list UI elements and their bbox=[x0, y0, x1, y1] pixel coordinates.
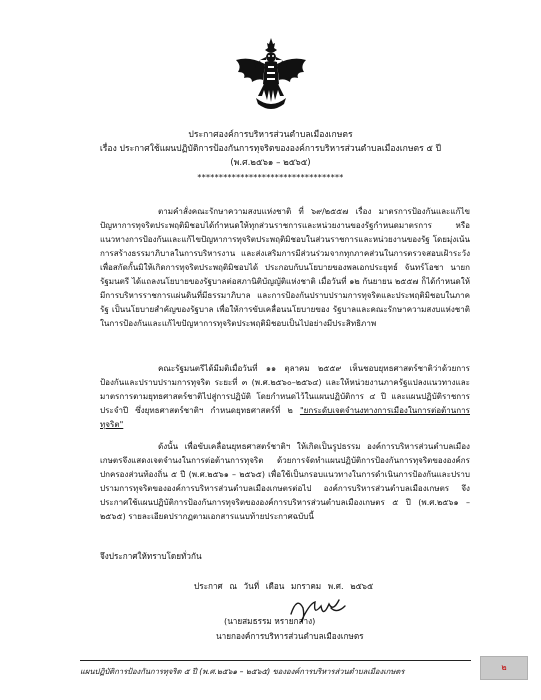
separator-stars: ********************************** bbox=[197, 173, 344, 182]
footer-text: แผนปฏิบัติการป้องกันการทุจริต ๕ ปี (พ.ศ.๒๕๖๑ – ๒๕๖๕) ขององค์การบริหารส่วนตำบลเมืองเกษตร bbox=[80, 667, 405, 676]
paragraph-2 bbox=[100, 362, 470, 432]
announcement-subject: เรื่อง ประกาศใช้แผนปฏิบัติการป้องกันการทุจริตขององค์การบริหารส่วนตำบลเมืองเกษตร ๕ ปี bbox=[99, 144, 442, 154]
announcement-date: ประกาศ ณ วันที่ เดือน มกราคม พ.ศ. ๒๕๖๕ bbox=[194, 581, 374, 591]
page-number: ๒ bbox=[480, 656, 528, 680]
garuda-emblem-icon bbox=[234, 38, 308, 114]
announcement-title: ประกาศองค์การบริหารส่วนตำบลเมืองเกษตร bbox=[188, 130, 353, 140]
paragraph-2-text: คณะรัฐมนตรีได้มีมติเมื่อวันที่ ๑๑ ตุลาคม ๒๕๕๙ เห็นชอบยุทธศาสตร์ชาติว่าด้วยการป้องกันและปราบปรามการทุจริต ระยะที่ ๓ (พ.ศ.๒๕๖๐–๒๕๖๔) และให้หน่วยงานภาครัฐแปลงแนวทางและมาตรการตามยุทธศาสตร์ชาติไปสู่การปฏิบัติ โดยกำหนดไว้ในแผนปฏิบัติการ ๔ ปี และแผนปฏิบัติราชการประจำปี ซึ่งยุทธศาสตร์ชาติฯ กำหนดยุทธศาสตร์ที่ ๒ bbox=[100, 364, 470, 416]
paragraph-1-text: ตามคำสั่งคณะรักษาความสงบแห่งชาติ ที่ ๖๙/๒๕๕๗ เรื่อง มาตรการป้องกันและแก้ไขปัญหาการทุจริตประพฤติมิชอบได้กำหนดให้ทุกส่วนราชการและหน่วยงานของรัฐกำหนดมาตรการ หรือแนวทางการป้องกันและแก้ไขปัญหาการทุจริตประพฤติมิชอบในส่วนราชการและหน่วยงานของรัฐ โดยมุ่งเน้นการสร้างธรรมาภิบาลในการบริหารงาน และส่งเสริมการมีส่วนร่วมจากทุกภาคส่วนในการตรวจสอบเฝ้าระวังเพื่อสกัดกั้นมิให้เกิดการทุจริตประพฤติมิชอบได้ ประกอบกับนโยบายของพลเอกประยุทธ์ จันทร์โอชา นายกรัฐมนตรี ได้แถลงนโยบายของรัฐบาลต่อสภานิติบัญญัติแห่งชาติ เมื่อวันที่ ๑๒ กันยายน ๒๕๕๗ ก็ได้กำหนดให้มีการบริหารราชการแผ่นดินที่มีธรรมาภิบาล และการป้องกันปราบปรามการทุจริตและประพฤติมิชอบในภาครัฐ เป็นนโยบายสำคัญของรัฐบาล เพื่อให้การขับเคลื่อนนโยบายของ รัฐบาลและคณะรักษาความสงบแห่งชาติ ในการป้องกันและแก้ไขปัญหาการทุจริตประพฤติมิชอบเป็นไปอย่างมีประสิทธิภาพ bbox=[100, 207, 470, 329]
signer-name: (นายสมธรรม หรายกลาง) bbox=[224, 616, 316, 626]
closing-statement: จึงประกาศให้ทราบโดยทั่วกัน bbox=[100, 551, 202, 561]
paragraph-1 bbox=[100, 205, 470, 331]
paragraph-3-text: ดังนั้น เพื่อขับเคลื่อนยุทธศาสตร์ชาติฯ ให้เกิดเป็นรูปธรรม องค์การบริหารส่วนตำบลเมืองเกษตรจึงแสดงเจตจำนงในการต่อต้านการทุจริต ด้วยการจัดทำแผนปฏิบัติการป้องกันการทุจริตขององค์กรปกครองส่วนท้องถิ่น ๕ ปี (พ.ศ.๒๕๖๑ – ๒๕๖๕) เพื่อใช้เป็นกรอบแนวทางในการดำเนินการป้องกันและปราบปรามการทุจริตขององค์การบริหารส่วนตำบลเมืองเกษตรต่อไป องค์การบริหารส่วนตำบลเมืองเกษตร จึงประกาศใช้แผนปฏิบัติการป้องกันการทุจริตขององค์การบริหารส่วนตำบลเมืองเกษตร ๕ ปี (พ.ศ.๒๕๖๑ – ๒๕๖๕) รายละเอียดปรากฏตามเอกสารแนบท้ายประกาศฉบับนี้ bbox=[100, 442, 470, 522]
paragraph-3 bbox=[100, 440, 470, 524]
announcement-period: (พ.ศ.๒๕๖๑ – ๒๕๖๕) bbox=[230, 158, 311, 168]
footer-divider bbox=[80, 660, 471, 661]
signer-title: นายกองค์การบริหารส่วนตำบลเมืองเกษตร bbox=[216, 631, 364, 641]
strategy-2-underlined: "ยกระดับเจตจำนงทางการเมืองในการต่อต้านการทุจริต" bbox=[100, 406, 470, 430]
